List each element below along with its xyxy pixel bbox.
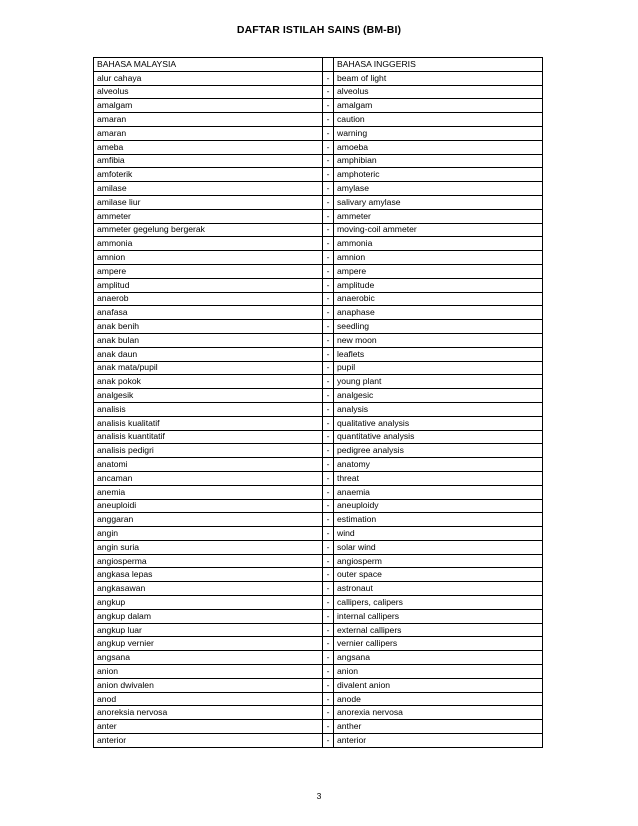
term-separator: - — [323, 651, 334, 665]
header-malay: BAHASA MALAYSIA — [94, 58, 323, 72]
term-separator: - — [323, 513, 334, 527]
malay-term: ammeter — [94, 209, 323, 223]
english-term: seedling — [334, 320, 543, 334]
term-separator: - — [323, 416, 334, 430]
malay-term: angiosperma — [94, 554, 323, 568]
table-row — [94, 223, 543, 237]
term-separator: - — [323, 609, 334, 623]
english-term: angiosperm — [334, 554, 543, 568]
table-row — [94, 361, 543, 375]
table-row — [94, 678, 543, 692]
english-term: amnion — [334, 251, 543, 265]
table-row — [94, 71, 543, 85]
english-term: angsana — [334, 651, 543, 665]
table-row — [94, 140, 543, 154]
english-term: threat — [334, 471, 543, 485]
english-term: amphibian — [334, 154, 543, 168]
malay-term: amfoterik — [94, 168, 323, 182]
term-separator: - — [323, 637, 334, 651]
term-separator: - — [323, 582, 334, 596]
english-term: callipers, calipers — [334, 596, 543, 610]
table-row — [94, 389, 543, 403]
table-row — [94, 637, 543, 651]
malay-term: analisis kuantitatif — [94, 430, 323, 444]
english-term: external callipers — [334, 623, 543, 637]
term-separator: - — [323, 126, 334, 140]
term-separator: - — [323, 706, 334, 720]
table-row — [94, 292, 543, 306]
english-term: analgesic — [334, 389, 543, 403]
english-term: anion — [334, 665, 543, 679]
term-separator: - — [323, 306, 334, 320]
english-term: pedigree analysis — [334, 444, 543, 458]
table-row — [94, 692, 543, 706]
table-row — [94, 444, 543, 458]
malay-term: anterior — [94, 734, 323, 748]
english-term: analysis — [334, 402, 543, 416]
malay-term: aneuploidi — [94, 499, 323, 513]
malay-term: ampere — [94, 264, 323, 278]
malay-term: anatomi — [94, 458, 323, 472]
english-term: salivary amylase — [334, 195, 543, 209]
table-row — [94, 665, 543, 679]
english-term: anorexia nervosa — [334, 706, 543, 720]
table-row — [94, 458, 543, 472]
malay-term: anak pokok — [94, 375, 323, 389]
page-number: 3 — [316, 791, 322, 801]
english-term: anode — [334, 692, 543, 706]
table-row — [94, 527, 543, 541]
english-term: estimation — [334, 513, 543, 527]
table-row — [94, 554, 543, 568]
english-term: anaemia — [334, 485, 543, 499]
term-separator: - — [323, 734, 334, 748]
malay-term: anggaran — [94, 513, 323, 527]
english-term: amplitude — [334, 278, 543, 292]
english-term: anther — [334, 720, 543, 734]
table-row — [94, 375, 543, 389]
malay-term: angkup dalam — [94, 609, 323, 623]
malay-term: analisis — [94, 402, 323, 416]
malay-term: anod — [94, 692, 323, 706]
glossary-body — [94, 58, 543, 748]
english-term: alveolus — [334, 85, 543, 99]
term-separator: - — [323, 140, 334, 154]
table-row — [94, 609, 543, 623]
english-term: caution — [334, 113, 543, 127]
malay-term: amalgam — [94, 99, 323, 113]
term-separator: - — [323, 361, 334, 375]
term-separator: - — [323, 168, 334, 182]
malay-term: analisis pedigri — [94, 444, 323, 458]
header-english: BAHASA INGGERIS — [334, 58, 543, 72]
table-row — [94, 513, 543, 527]
malay-term: amilase liur — [94, 195, 323, 209]
term-separator: - — [323, 568, 334, 582]
english-term: leaflets — [334, 347, 543, 361]
table-row — [94, 320, 543, 334]
term-separator: - — [323, 320, 334, 334]
malay-term: angin — [94, 527, 323, 541]
table-row — [94, 499, 543, 513]
english-term: wind — [334, 527, 543, 541]
english-term: astronaut — [334, 582, 543, 596]
term-separator: - — [323, 292, 334, 306]
table-header-row — [94, 58, 543, 72]
term-separator: - — [323, 113, 334, 127]
malay-term: anoreksia nervosa — [94, 706, 323, 720]
term-separator: - — [323, 596, 334, 610]
malay-term: anemia — [94, 485, 323, 499]
english-term: new moon — [334, 333, 543, 347]
table-row — [94, 568, 543, 582]
table-row — [94, 540, 543, 554]
table-row — [94, 485, 543, 499]
malay-term: ancaman — [94, 471, 323, 485]
table-row — [94, 85, 543, 99]
malay-term: ammeter gegelung bergerak — [94, 223, 323, 237]
term-separator: - — [323, 237, 334, 251]
term-separator: - — [323, 540, 334, 554]
term-separator: - — [323, 665, 334, 679]
term-separator: - — [323, 554, 334, 568]
english-term: young plant — [334, 375, 543, 389]
malay-term: amplitud — [94, 278, 323, 292]
table-row — [94, 126, 543, 140]
english-term: amoeba — [334, 140, 543, 154]
english-term: amylase — [334, 182, 543, 196]
table-row — [94, 113, 543, 127]
malay-term: alveolus — [94, 85, 323, 99]
term-separator: - — [323, 85, 334, 99]
english-term: anaerobic — [334, 292, 543, 306]
table-row — [94, 333, 543, 347]
term-separator: - — [323, 499, 334, 513]
english-term: solar wind — [334, 540, 543, 554]
term-separator: - — [323, 264, 334, 278]
malay-term: angkup vernier — [94, 637, 323, 651]
table-row — [94, 264, 543, 278]
malay-term: analisis kualitatif — [94, 416, 323, 430]
term-separator: - — [323, 389, 334, 403]
term-separator: - — [323, 154, 334, 168]
malay-term: angkasa lepas — [94, 568, 323, 582]
english-term: anterior — [334, 734, 543, 748]
table-row — [94, 720, 543, 734]
malay-term: amnion — [94, 251, 323, 265]
term-separator: - — [323, 692, 334, 706]
table-row — [94, 596, 543, 610]
english-term: amalgam — [334, 99, 543, 113]
term-separator: - — [323, 99, 334, 113]
table-row — [94, 651, 543, 665]
malay-term: anak benih — [94, 320, 323, 334]
english-term: internal callipers — [334, 609, 543, 623]
term-separator: - — [323, 458, 334, 472]
malay-term: angin suria — [94, 540, 323, 554]
term-separator: - — [323, 527, 334, 541]
table-row — [94, 237, 543, 251]
malay-term: angsana — [94, 651, 323, 665]
english-term: pupil — [334, 361, 543, 375]
table-row — [94, 706, 543, 720]
english-term: ammeter — [334, 209, 543, 223]
malay-term: amaran — [94, 126, 323, 140]
english-term: anatomy — [334, 458, 543, 472]
english-term: beam of light — [334, 71, 543, 85]
english-term: quantitative analysis — [334, 430, 543, 444]
glossary-table — [93, 57, 543, 748]
table-row — [94, 347, 543, 361]
malay-term: analgesik — [94, 389, 323, 403]
term-separator: - — [323, 347, 334, 361]
term-separator: - — [323, 623, 334, 637]
term-separator: - — [323, 182, 334, 196]
page-title: DAFTAR ISTILAH SAINS (BM-BI) — [236, 24, 402, 36]
table-row — [94, 471, 543, 485]
term-separator: - — [323, 444, 334, 458]
term-separator: - — [323, 430, 334, 444]
english-term: ampere — [334, 264, 543, 278]
term-separator: - — [323, 251, 334, 265]
english-term: amphoteric — [334, 168, 543, 182]
table-row — [94, 195, 543, 209]
table-row — [94, 734, 543, 748]
malay-term: ammonia — [94, 237, 323, 251]
table-row — [94, 99, 543, 113]
table-row — [94, 416, 543, 430]
term-separator: - — [323, 278, 334, 292]
table-row — [94, 582, 543, 596]
table-row — [94, 154, 543, 168]
english-term: ammonia — [334, 237, 543, 251]
malay-term: anak mata/pupil — [94, 361, 323, 375]
english-term: warning — [334, 126, 543, 140]
term-separator: - — [323, 195, 334, 209]
malay-term: anak daun — [94, 347, 323, 361]
malay-term: alur cahaya — [94, 71, 323, 85]
malay-term: angkasawan — [94, 582, 323, 596]
malay-term: amaran — [94, 113, 323, 127]
table-row — [94, 182, 543, 196]
english-term: divalent anion — [334, 678, 543, 692]
english-term: anaphase — [334, 306, 543, 320]
term-separator: - — [323, 678, 334, 692]
english-term: moving-coil ammeter — [334, 223, 543, 237]
table-row — [94, 402, 543, 416]
table-row — [94, 306, 543, 320]
table-row — [94, 623, 543, 637]
malay-term: amilase — [94, 182, 323, 196]
table-row — [94, 168, 543, 182]
malay-term: amfibia — [94, 154, 323, 168]
term-separator: - — [323, 223, 334, 237]
malay-term: ameba — [94, 140, 323, 154]
english-term: vernier callipers — [334, 637, 543, 651]
term-separator: - — [323, 720, 334, 734]
malay-term: anak bulan — [94, 333, 323, 347]
table-row — [94, 251, 543, 265]
english-term: qualitative analysis — [334, 416, 543, 430]
english-term: outer space — [334, 568, 543, 582]
term-separator: - — [323, 402, 334, 416]
term-separator: - — [323, 333, 334, 347]
malay-term: anion — [94, 665, 323, 679]
table-row — [94, 430, 543, 444]
term-separator: - — [323, 71, 334, 85]
table-row — [94, 278, 543, 292]
term-separator: - — [323, 485, 334, 499]
malay-term: anafasa — [94, 306, 323, 320]
malay-term: anion dwivalen — [94, 678, 323, 692]
table-row — [94, 209, 543, 223]
malay-term: anaerob — [94, 292, 323, 306]
malay-term: anter — [94, 720, 323, 734]
malay-term: angkup luar — [94, 623, 323, 637]
term-separator: - — [323, 375, 334, 389]
term-separator: - — [323, 471, 334, 485]
malay-term: angkup — [94, 596, 323, 610]
english-term: aneuploidy — [334, 499, 543, 513]
header-separator — [323, 58, 334, 72]
term-separator: - — [323, 209, 334, 223]
